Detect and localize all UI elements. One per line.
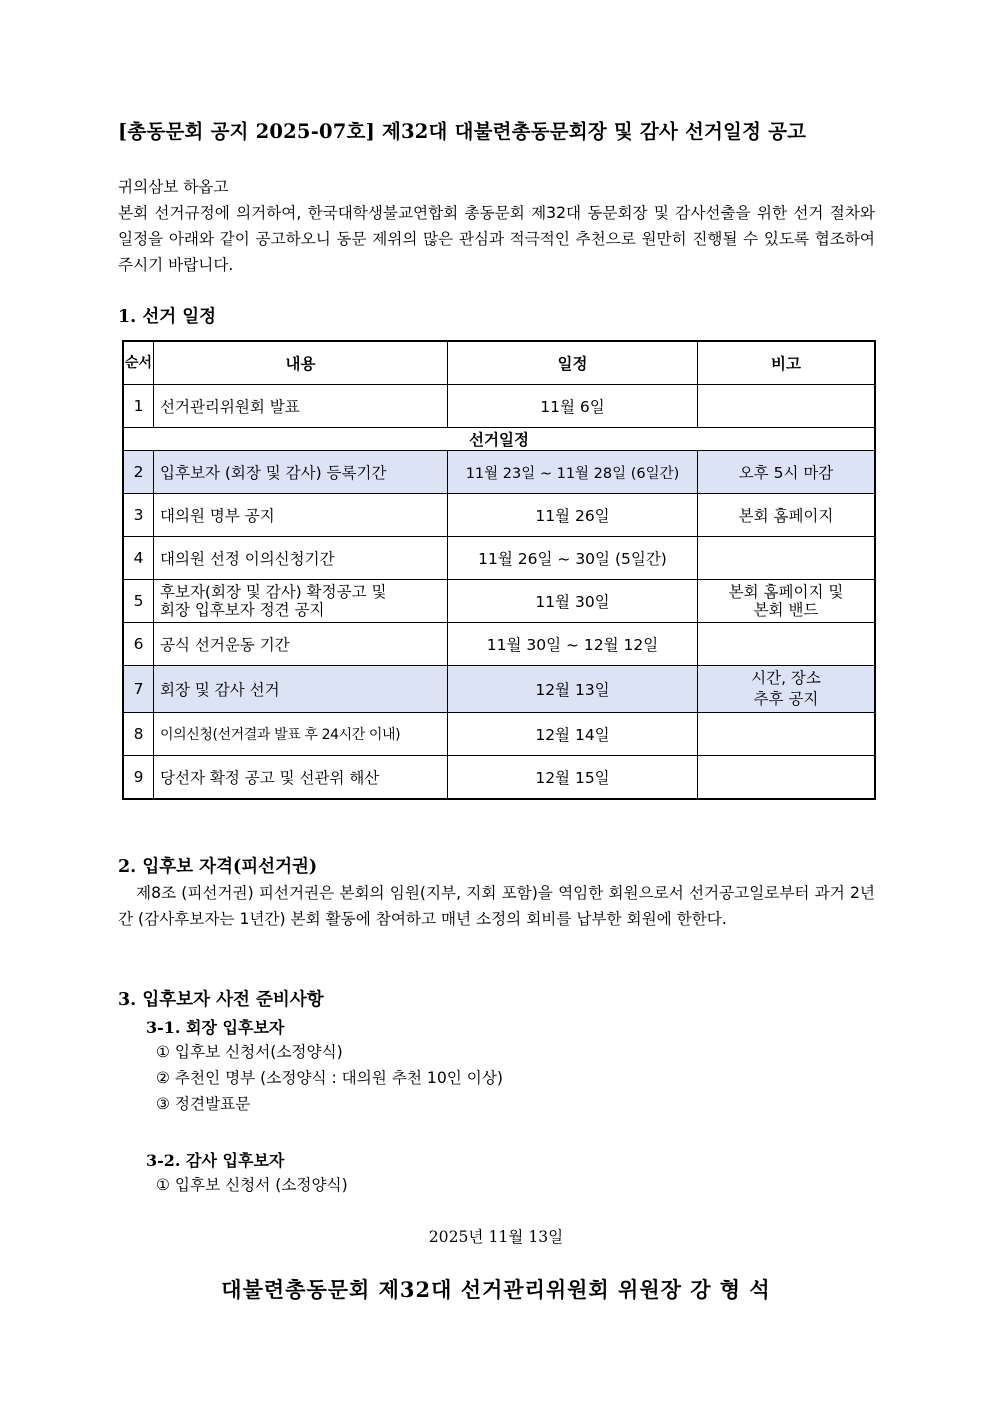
document-title: [총동문회 공지 2025-07호] 제32대 대불련총동문회장 및 감사 선거일정 공고 bbox=[118, 120, 807, 143]
row-schedule: 12월 15일 bbox=[448, 756, 698, 800]
requirement-item: ① 입후보 신청서(소정양식) bbox=[156, 1043, 343, 1061]
row-number: 8 bbox=[123, 713, 154, 756]
row-content bbox=[154, 580, 448, 623]
requirement-item: ② 추천인 명부 (소정양식 : 대의원 추천 10인 이상) bbox=[156, 1069, 503, 1087]
row-note-line: 시간, 장소 bbox=[751, 669, 821, 687]
row-note bbox=[698, 537, 876, 580]
election-schedule-table bbox=[122, 340, 876, 800]
row-content: 입후보자 (회장 및 감사) 등록기간 bbox=[154, 451, 448, 494]
section-1-heading: 1. 선거 일정 bbox=[118, 307, 217, 327]
row-number: 6 bbox=[123, 623, 154, 666]
row-number: 3 bbox=[123, 494, 154, 537]
row-note: 본회 홈페이지 bbox=[698, 494, 876, 537]
row-content: 이의신청(선거결과 발표 후 24시간 이내) bbox=[154, 713, 448, 756]
table-row bbox=[123, 451, 875, 494]
table-row bbox=[123, 666, 875, 713]
intro-paragraph: 본회 선거규정에 의거하여, 한국대학생불교연합회 총동문회 제32대 동문회장 및 감사선출을 위한 선거 절차와 일정을 아래와 같이 공고하오니 동문 제위의 많은 관심과 적극적인 추천으로 원만히 진행될 수 있도록 협조하여 주시기 바랍니다. bbox=[118, 204, 875, 274]
requirement-item: ③ 정견발표문 bbox=[156, 1095, 251, 1113]
row-note bbox=[698, 756, 876, 800]
table-row bbox=[123, 580, 875, 623]
header-note: 비고 bbox=[698, 341, 876, 385]
row-schedule: 11월 6일 bbox=[448, 385, 698, 428]
row-number: 7 bbox=[123, 666, 154, 713]
table-row bbox=[123, 385, 875, 428]
notice-date: 2025년 11월 13일 bbox=[428, 1228, 564, 1246]
table-row bbox=[123, 713, 875, 756]
section-3-2-heading: 3-2. 감사 입후보자 bbox=[146, 1151, 285, 1170]
section-3-1-heading: 3-1. 회장 입후보자 bbox=[146, 1018, 285, 1037]
table-row bbox=[123, 756, 875, 800]
header-order: 순서 bbox=[123, 341, 154, 385]
section-3-heading: 3. 입후보자 사전 준비사항 bbox=[118, 990, 324, 1010]
row-note-line: 본회 밴드 bbox=[753, 601, 819, 619]
row-content: 공식 선거운동 기간 bbox=[154, 623, 448, 666]
header-content: 내용 bbox=[154, 341, 448, 385]
row-content-line: 회장 입후보자 정견 공지 bbox=[160, 601, 325, 619]
row-content: 선거관리위원회 발표 bbox=[154, 385, 448, 428]
row-schedule: 11월 30일 ~ 12월 12일 bbox=[448, 623, 698, 666]
row-content: 대의원 선정 이의신청기간 bbox=[154, 537, 448, 580]
section-2-body: 제8조 (피선거권) 피선거권은 본회의 임원(지부, 지회 포함)을 역임한 회원으로서 선거공고일로부터 과거 2년간 (감사후보자는 1년간) 본회 활동에 참여하고 매년 소정의 회비를 납부한 회원에 한한다. bbox=[118, 884, 875, 928]
row-note-line: 본회 홈페이지 및 bbox=[728, 583, 844, 601]
row-schedule: 12월 14일 bbox=[448, 713, 698, 756]
row-number: 9 bbox=[123, 756, 154, 800]
row-note bbox=[698, 385, 876, 428]
row-note: 오후 5시 마감 bbox=[698, 451, 876, 494]
row-content: 당선자 확정 공고 및 선관위 해산 bbox=[154, 756, 448, 800]
row-schedule: 11월 30일 bbox=[448, 580, 698, 623]
row-schedule: 11월 26일 ~ 30일 (5일간) bbox=[448, 537, 698, 580]
row-note bbox=[698, 713, 876, 756]
row-content-line: 후보자(회장 및 감사) 확정공고 및 bbox=[160, 583, 387, 601]
row-content: 대의원 명부 공지 bbox=[154, 494, 448, 537]
row-schedule: 12월 13일 bbox=[448, 666, 698, 713]
section-2-heading: 2. 입후보 자격(피선거권) bbox=[118, 857, 318, 877]
row-note bbox=[698, 580, 876, 623]
row-note bbox=[698, 623, 876, 666]
requirement-item: ① 입후보 신청서 (소정양식) bbox=[156, 1176, 348, 1194]
table-header-row bbox=[123, 341, 875, 385]
signature-line: 대불련총동문회 제32대 선거관리위원회 위원장 강 형 석 bbox=[221, 1277, 771, 1302]
row-number: 5 bbox=[123, 580, 154, 623]
row-schedule: 11월 23일 ~ 11월 28일 (6일간) bbox=[448, 451, 698, 494]
table-group-row bbox=[123, 428, 875, 451]
row-note bbox=[698, 666, 876, 713]
greeting: 귀의삼보 하옵고 bbox=[118, 178, 229, 196]
row-number: 2 bbox=[123, 451, 154, 494]
table-row bbox=[123, 494, 875, 537]
row-number: 1 bbox=[123, 385, 154, 428]
header-schedule: 일정 bbox=[448, 341, 698, 385]
row-number: 4 bbox=[123, 537, 154, 580]
table-row bbox=[123, 537, 875, 580]
row-note-line: 추후 공지 bbox=[753, 690, 819, 708]
row-schedule: 11월 26일 bbox=[448, 494, 698, 537]
row-content: 회장 및 감사 선거 bbox=[154, 666, 448, 713]
table-row bbox=[123, 623, 875, 666]
group-label: 선거일정 bbox=[123, 428, 875, 451]
